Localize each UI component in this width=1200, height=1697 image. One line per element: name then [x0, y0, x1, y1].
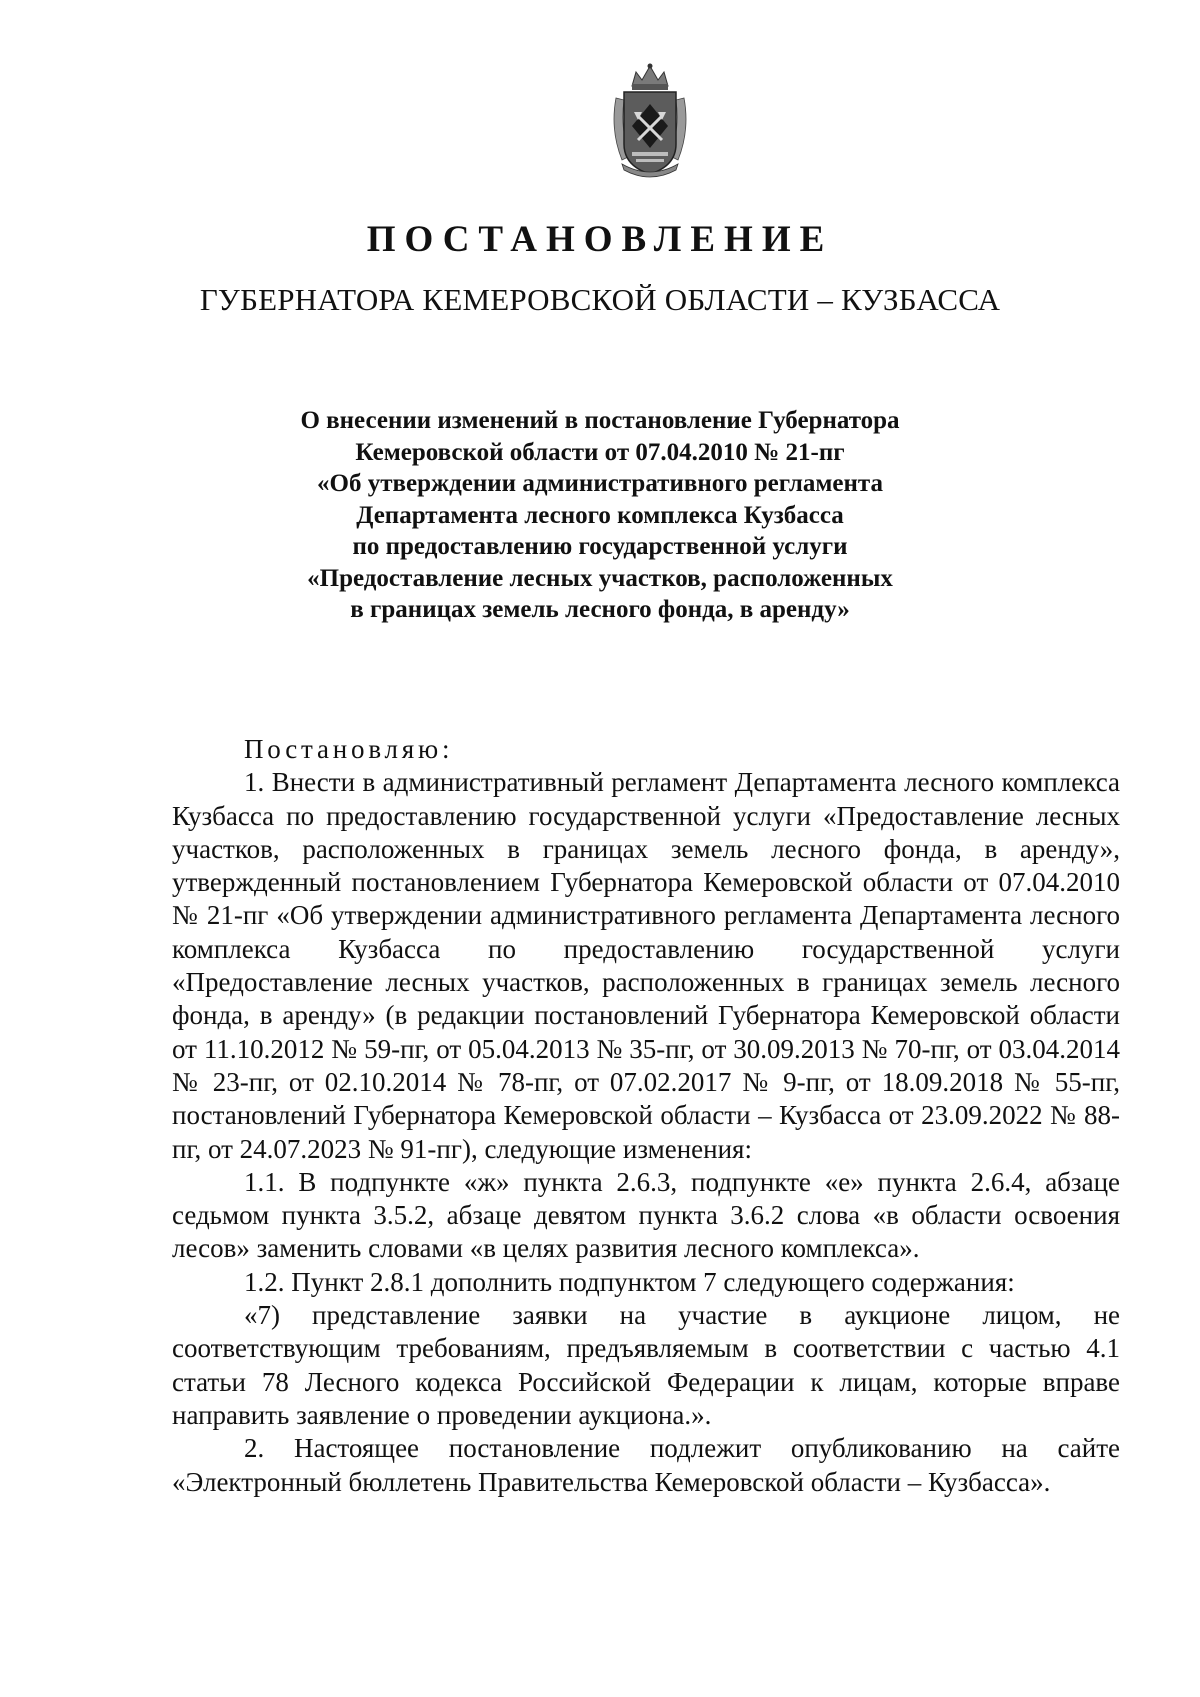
title-line: в границах земель лесного фонда, в аренду» — [350, 596, 850, 623]
issuer-line: ГУБЕРНАТОРА КЕМЕРОВСКОЙ ОБЛАСТИ – КУЗБАССА — [199, 282, 1001, 317]
title-line: Кемеровской области от 07.04.2010 № 21-пг — [355, 438, 845, 466]
title-line: «Предоставление лесных участков, расположенных — [307, 564, 893, 592]
paragraph-2: 2. Настоящее постановление подлежит опубликованию на сайте «Электронный бюллетень Правительства Кемеровской области – Кузбасса». — [172, 1433, 1120, 1497]
document-heading: ПОСТАНОВЛЕНИЕ — [366, 219, 834, 260]
document-title — [240, 405, 960, 626]
title-line: О внесении изменений в постановление Губернатора — [300, 407, 900, 434]
paragraph-quote-7: «7) представление заявки на участие в аукционе лицом, не соответствующим требованиям, предъявляемым в соответствии с частью 4.1 статьи 78 Лесного кодекса Российской Федерации к лицам, которые вправе направить заявление о проведении аукциона.». — [172, 1300, 1120, 1430]
decree-word: Постановляю: — [244, 734, 454, 764]
paragraph-1: 1. Внести в административный регламент Департамента лесного комплекса Кузбасса по предоставлению государственной услуги «Предоставление лесных участков, расположенных в границах земель лесного фонда, в аренду», утвержденный постановлением Губернатора Кемеровской области от 07.04.2010 № 21-пг «Об утверждении административного регламента Департамента лесного комплекса Кузбасса по предоставлению государственной услуги «Предоставление лесных участков, расположенных в границах земель лесного фонда, в аренду» (в редакции постановлений Губернатора Кемеровской области от 11.10.2012 № 59-пг, от 05.04.2013 № 35-пг, от 30.09.2013 № 70-пг, от 03.04.2014 № 23-пг, от 02.10.2014 № 78-пг, от 07.02.2017 № 9-пг, от 18.09.2018 № 55-пг, постановлений Губернатора Кемеровской области – Кузбасса от 23.09.2022 № 88-пг, от 24.07.2023 № 91-пг), следующие изменения: — [172, 767, 1120, 1164]
title-line: Департамента лесного комплекса Кузбасса — [356, 501, 844, 529]
paragraph-1-1: 1.1. В подпункте «ж» пункта 2.6.3, подпункте «е» пункта 2.6.4, абзаце седьмом пункта 3.5.2, абзаце девятом пункта 3.6.2 слова «в области освоения лесов» заменить словами «в целях развития лесного комплекса». — [172, 1166, 1120, 1264]
document-body — [172, 733, 1120, 1499]
paragraph-1-2: 1.2. Пункт 2.8.1 дополнить подпунктом 7 следующего содержания: — [244, 1266, 1015, 1297]
title-line: по предоставлению государственной услуги — [352, 533, 848, 560]
title-line: «Об утверждении административного регламента — [317, 470, 883, 497]
coat-of-arms-icon — [602, 60, 698, 180]
